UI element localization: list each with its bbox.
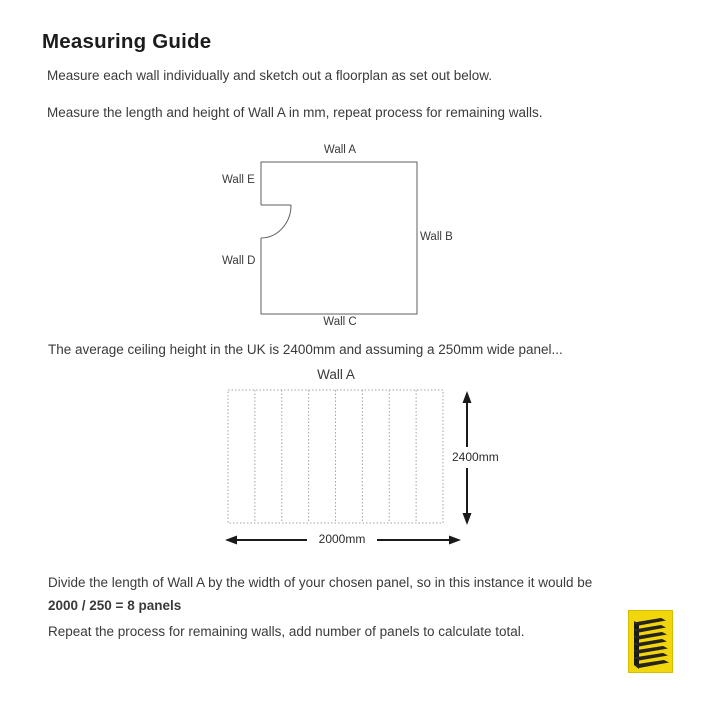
height-arrow-bottom-head [463,513,472,525]
floorplan-room-outline [261,162,417,314]
height-arrow-top-head [463,391,472,403]
panel-grid-dividers [255,390,416,523]
intro-line-2: Measure the length and height of Wall A in mm, repeat process for remaining walls. [47,105,543,120]
intro-line-1: Measure each wall individually and sketch out a floorplan as set out below. [47,68,493,83]
floorplan-label-wall-c: Wall C [323,316,357,328]
floorplan-label-wall-d: Wall D [222,255,256,267]
floorplan-label-wall-a: Wall A [323,144,357,156]
calculation-line-2: Repeat the process for remaining walls, add number of panels to calculate total. [48,624,525,639]
height-dimension-label: 2400mm [452,450,499,464]
calculation-formula: 2000 / 250 = 8 panels [48,598,182,613]
floorplan-label-wall-b: Wall B [420,231,453,243]
panel-diagram [210,385,490,550]
stacked-panels-icon [629,611,672,672]
brand-logo [628,610,673,673]
floorplan-label-wall-e: Wall E [222,174,255,186]
width-arrow-right-head [449,536,461,545]
width-dimension-label: 2000mm [318,532,366,546]
ceiling-height-text: The average ceiling height in the UK is 2400mm and assuming a 250mm wide panel... [48,342,563,357]
floorplan-door-swing-arc [261,205,291,238]
width-arrow-left-head [225,536,237,545]
panel-diagram-title: Wall A [317,367,355,382]
page-title: Measuring Guide [42,30,212,53]
calculation-line-1: Divide the length of Wall A by the width of your chosen panel, so in this instance it would be [48,575,593,590]
